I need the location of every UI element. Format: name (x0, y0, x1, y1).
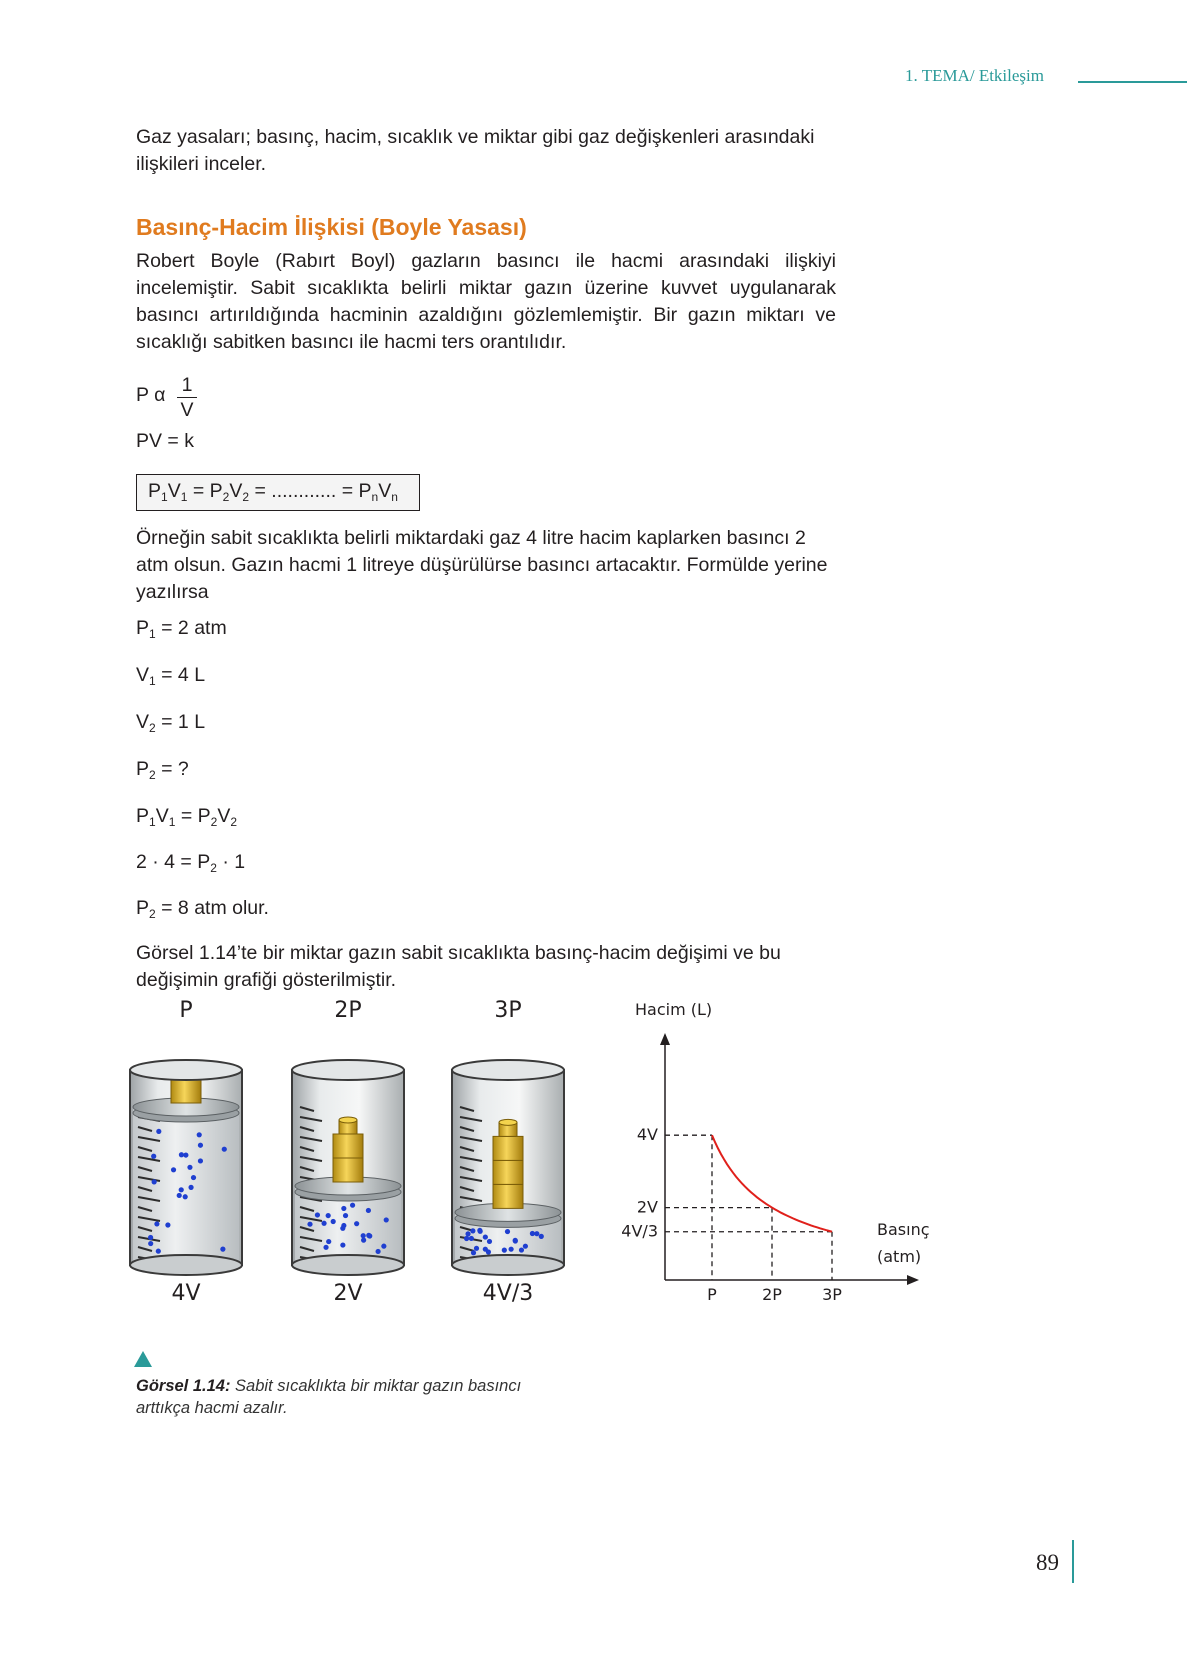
cylinder-top-rim (292, 1060, 404, 1080)
gas-molecule (179, 1187, 184, 1192)
y-axis-arrow (660, 1033, 670, 1045)
caption-label: Görsel 1.14: (136, 1377, 231, 1395)
figure-intro-paragraph: Görsel 1.14’te bir miktar gazın sabit sıcaklıkta basınç-hacim değişimi ve bu değişimin grafiği gösterilmiştir. (136, 942, 781, 991)
gas-molecule (474, 1246, 479, 1251)
gas-molecule (361, 1233, 366, 1238)
cylinder-top-rim (130, 1060, 242, 1080)
gas-molecule (343, 1213, 348, 1218)
pressure-label: 3P (494, 998, 522, 1023)
weight-block (333, 1158, 363, 1182)
x-axis-label: Basınç (877, 1220, 930, 1239)
x-axis-arrow (907, 1275, 919, 1285)
gas-molecule (464, 1236, 469, 1241)
gas-molecule (530, 1231, 535, 1236)
weight-handle-top (499, 1119, 517, 1125)
gas-molecule (188, 1185, 193, 1190)
gas-molecule (154, 1221, 159, 1226)
gas-molecule (471, 1250, 476, 1255)
gas-molecule (222, 1147, 227, 1152)
x-axis-unit: (atm) (877, 1247, 922, 1266)
gas-molecule (523, 1244, 528, 1249)
boyle-law-box (136, 474, 420, 511)
gas-molecule (340, 1242, 345, 1247)
figure-1-14 (130, 998, 930, 1335)
y-tick-label: 4V (636, 1125, 658, 1145)
boyle-paragraph: Robert Boyle (Rabırt Boyl) gazların basıncı ile hacmi arasındaki ilişkiyi incelemiştir. Sabit sıcaklıkta belirli miktar gazın üzerine kuvvet uygulanarak basıncı artırıldığında hacminin azaldığını gözlemlemiştir. Bir gazın miktarı ve sıcaklığı sabitken basıncı ile hacmi ters orantılıdır. (136, 250, 836, 353)
cylinder-group (130, 998, 564, 1306)
volume-label: 4V (171, 1281, 201, 1306)
gas-molecule (477, 1228, 482, 1233)
gas-molecule (165, 1222, 170, 1227)
weight-handle-top (339, 1117, 357, 1123)
step-p2: $P_2$ = ? (136, 758, 189, 782)
gas-molecule (151, 1154, 156, 1159)
gas-molecule (384, 1217, 389, 1222)
step-v1: $V_1 = 4$ L (136, 664, 206, 688)
pressure-label: 2P (334, 998, 362, 1023)
pv-formula: PV = k (136, 430, 194, 452)
x-tick-label: P (707, 1285, 717, 1304)
step-equation: $P_1V_1 = P_2V_2$ (136, 805, 238, 829)
caption-triangle-icon (134, 1351, 152, 1367)
boyle-law-equation: $P_1V_1 = P_2V_2$ = ............ = $P_nV_n$ (148, 480, 398, 504)
gas-molecule (366, 1233, 371, 1238)
volume-label: 2V (333, 1281, 363, 1306)
example-paragraph: Örneğin sabit sıcaklıkta belirli miktardaki gaz 4 litre hacim kaplarken basıncı 2 atm olsun. Gazın hacmi 1 litreye düşürülürse basıncı artacaktır. Formülde yerine yazılırsa (136, 527, 828, 603)
gas-molecule (350, 1203, 355, 1208)
gas-molecule (483, 1234, 488, 1239)
gas-molecule (156, 1129, 161, 1134)
step-substitution: $2 \cdot 4 = P_2 \cdot 1$ (136, 851, 246, 875)
gas-molecule (156, 1249, 161, 1254)
gas-molecule (341, 1206, 346, 1211)
cylinder-bottom (292, 1255, 404, 1275)
gas-molecule (315, 1212, 320, 1217)
figure-caption (136, 1375, 556, 1419)
gas-molecule (361, 1238, 366, 1243)
step-p1: $P_1 = 2$ atm (136, 617, 227, 641)
proportional-formula: P α (136, 384, 166, 406)
caption-text: Sabit sıcaklıkta bir miktar gazın basıncı arttıkça hacmi azalır. (136, 1377, 522, 1417)
step-result: $P_2 = 8$ atm olur. (136, 897, 269, 921)
gas-molecule (220, 1247, 225, 1252)
gas-molecule (539, 1234, 544, 1239)
gas-molecule (197, 1132, 202, 1137)
step-v2: $V_2 = 1$ L (136, 711, 206, 735)
pressure-label: P (179, 998, 193, 1023)
weight-block (493, 1136, 523, 1160)
cylinder-3 (452, 998, 564, 1306)
gas-molecule (148, 1235, 153, 1240)
cylinder-bottom (452, 1255, 564, 1275)
gas-molecule (323, 1245, 328, 1250)
cylinder-bottom (130, 1255, 242, 1275)
y-tick-label: 2V (636, 1197, 658, 1217)
gas-molecule (148, 1241, 153, 1246)
gas-molecule (505, 1229, 510, 1234)
gas-molecule (502, 1248, 507, 1253)
gas-molecule (465, 1231, 470, 1236)
page-number-rule (1072, 1540, 1074, 1583)
gas-molecule (183, 1152, 188, 1157)
gas-molecule (534, 1231, 539, 1236)
section-title: Basınç-Hacim İlişkisi (Boyle Yasası) (136, 214, 527, 240)
gas-molecule (331, 1219, 336, 1224)
gas-molecule (177, 1193, 182, 1198)
gas-molecule (152, 1179, 157, 1184)
chapter-header: 1. TEMA/ Etkileşim (905, 66, 1044, 85)
gas-molecule (469, 1236, 474, 1241)
gas-molecule (354, 1221, 359, 1226)
gas-molecule (179, 1152, 184, 1157)
gas-molecule (509, 1247, 514, 1252)
gas-molecule (519, 1247, 524, 1252)
gas-molecule (187, 1165, 192, 1170)
gas-molecule (366, 1208, 371, 1213)
volume-label: 4V/3 (482, 1281, 534, 1306)
gas-molecule (321, 1221, 326, 1226)
weight-block (493, 1184, 523, 1208)
gas-molecule (326, 1239, 331, 1244)
gas-molecule (171, 1167, 176, 1172)
gas-molecule (381, 1244, 386, 1249)
fraction-one-over-v (177, 373, 197, 422)
cylinder-top-rim (452, 1060, 564, 1080)
gas-molecule (513, 1238, 518, 1243)
gas-molecule (191, 1175, 196, 1180)
cylinder-1 (130, 998, 242, 1306)
weight-block (171, 1079, 201, 1103)
intro-paragraph: Gaz yasaları; basınç, hacim, sıcaklık ve miktar gibi gaz değişkenleri arasındaki ilişkileri inceler. (136, 126, 815, 175)
gas-molecule (470, 1228, 475, 1233)
fraction-denominator: V (177, 397, 197, 422)
cylinder-2 (292, 998, 404, 1306)
gas-molecule (376, 1249, 381, 1254)
y-axis-label: Hacim (L) (635, 1000, 713, 1019)
gas-molecule (487, 1239, 492, 1244)
volume-pressure-chart (621, 1000, 929, 1304)
gas-molecule (483, 1247, 488, 1252)
fraction-numerator: 1 (181, 374, 193, 396)
page-number: 89 (1036, 1550, 1059, 1575)
weight-block (333, 1134, 363, 1158)
gas-molecule (326, 1213, 331, 1218)
gas-molecule (198, 1143, 203, 1148)
x-tick-label: 2P (762, 1285, 782, 1304)
gas-molecule (198, 1158, 203, 1163)
gas-molecule (183, 1194, 188, 1199)
x-tick-label: 3P (822, 1285, 842, 1304)
gas-molecule (341, 1223, 346, 1228)
y-tick-label: 4V/3 (621, 1221, 658, 1241)
gas-molecule (307, 1222, 312, 1227)
header-rule (1078, 81, 1187, 83)
weight-block (493, 1160, 523, 1184)
